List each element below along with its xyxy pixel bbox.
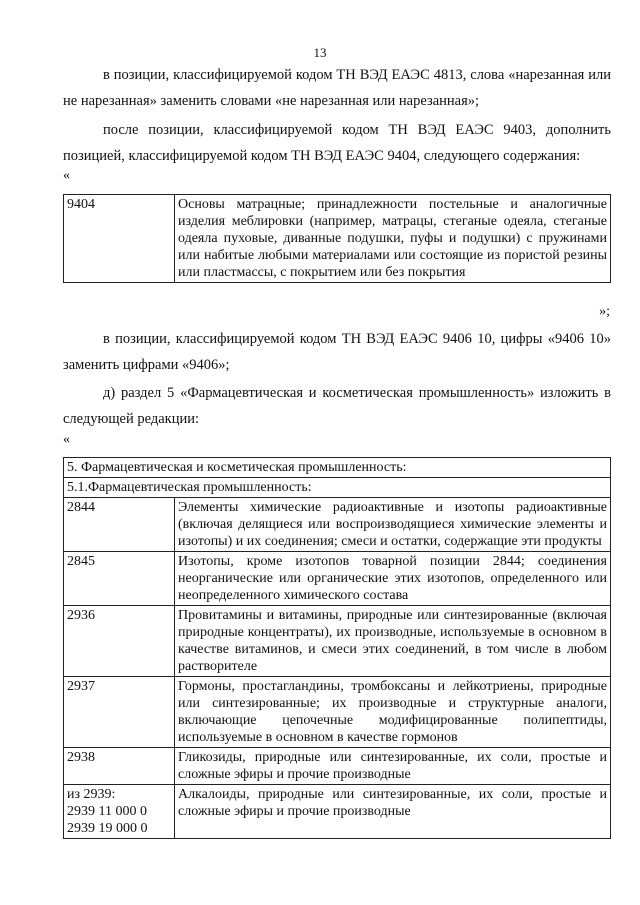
code-cell — [64, 785, 175, 839]
page-number: 13 — [313, 45, 327, 60]
table-row — [64, 498, 611, 552]
code-cell: 2938 — [64, 748, 175, 785]
code-cell: 2844 — [64, 498, 175, 552]
table-row — [64, 748, 611, 785]
code-cell: 2936 — [64, 606, 175, 677]
paragraph-9406: в позиции, классифицируемой кодом ТН ВЭД ЕАЭС 9406 10, цифры «9406 10» заменить цифрами «9406»; — [63, 331, 611, 373]
section-title-row — [64, 458, 611, 478]
subsection-title: 5.1.Фармацевтическая промышленность: — [64, 478, 611, 498]
description-cell: Гормоны, простагландины, тромбоксаны и лейкотриены, природные или синтезированные; их производные и структурные аналоги, включающие цепочечные модифицированные полипептиды, используемые в основном в качестве гормонов — [175, 677, 611, 748]
code-cell: 2937 — [64, 677, 175, 748]
description-cell: Гликозиды, природные или синтезированные, их соли, простые и сложные эфиры и прочие производные — [175, 748, 611, 785]
section-title: 5. Фармацевтическая и косметическая промышленность: — [64, 458, 611, 478]
description-cell: Элементы химические радиоактивные и изотопы радиоактивные (включая делящиеся или воспроизводящиеся химические элементы и изотопы) и их соединения; смеси и остатки, содержащие эти продукты — [175, 498, 611, 552]
table-section-5 — [63, 457, 611, 839]
table-row — [64, 195, 611, 283]
opening-quote-2: « — [63, 432, 70, 447]
table-row — [64, 552, 611, 606]
closing-quote-1: »; — [599, 304, 610, 319]
opening-quote-1: « — [63, 168, 70, 183]
paragraph-9403: после позиции, классифицируемой кодом ТН ВЭД ЕАЭС 9403, дополнить позицией, классифицируемой кодом ТН ВЭД ЕАЭС 9404, следующего содержания: — [63, 122, 611, 164]
table-9404 — [63, 194, 611, 283]
code-line: из 2939: — [67, 787, 116, 802]
code-cell: 2845 — [64, 552, 175, 606]
table-row — [64, 606, 611, 677]
code-cell: 9404 — [64, 195, 175, 283]
description-cell: Алкалоиды, природные или синтезированные, их соли, простые и сложные эфиры и прочие производные — [175, 785, 611, 839]
paragraph-4813: в позиции, классифицируемой кодом ТН ВЭД ЕАЭС 4813, слова «нарезанная или не нарезанная» заменить словами «не нарезанная или нарезанная»; — [63, 67, 611, 109]
description-cell: Основы матрацные; принадлежности постельные и аналогичные изделия меблировки (например, матрацы, стеганые одеяла, стеганые одеяла пуховые, диванные подушки, пуфы и подушки) с пружинами или набитые любыми материалами или состоящие из пористой резины или пластмассы, с покрытием или без покрытия — [175, 195, 611, 283]
description-cell: Изотопы, кроме изотопов товарной позиции 2844; соединения неорганические или органические этих изотопов, определенного или неопределенного химического состава — [175, 552, 611, 606]
paragraph-section-5: д) раздел 5 «Фармацевтическая и косметическая промышленность» изложить в следующей редакции: — [63, 385, 611, 427]
table-row — [64, 785, 611, 839]
code-line: 2939 11 000 0 — [67, 804, 147, 819]
subsection-title-row — [64, 478, 611, 498]
code-line: 2939 19 000 0 — [67, 821, 148, 836]
description-cell: Провитамины и витамины, природные или синтезированные (включая природные концентраты), их производные, используемые в основном в качестве витаминов, и смеси этих соединений, в том числе в любом растворителе — [175, 606, 611, 677]
table-row — [64, 677, 611, 748]
